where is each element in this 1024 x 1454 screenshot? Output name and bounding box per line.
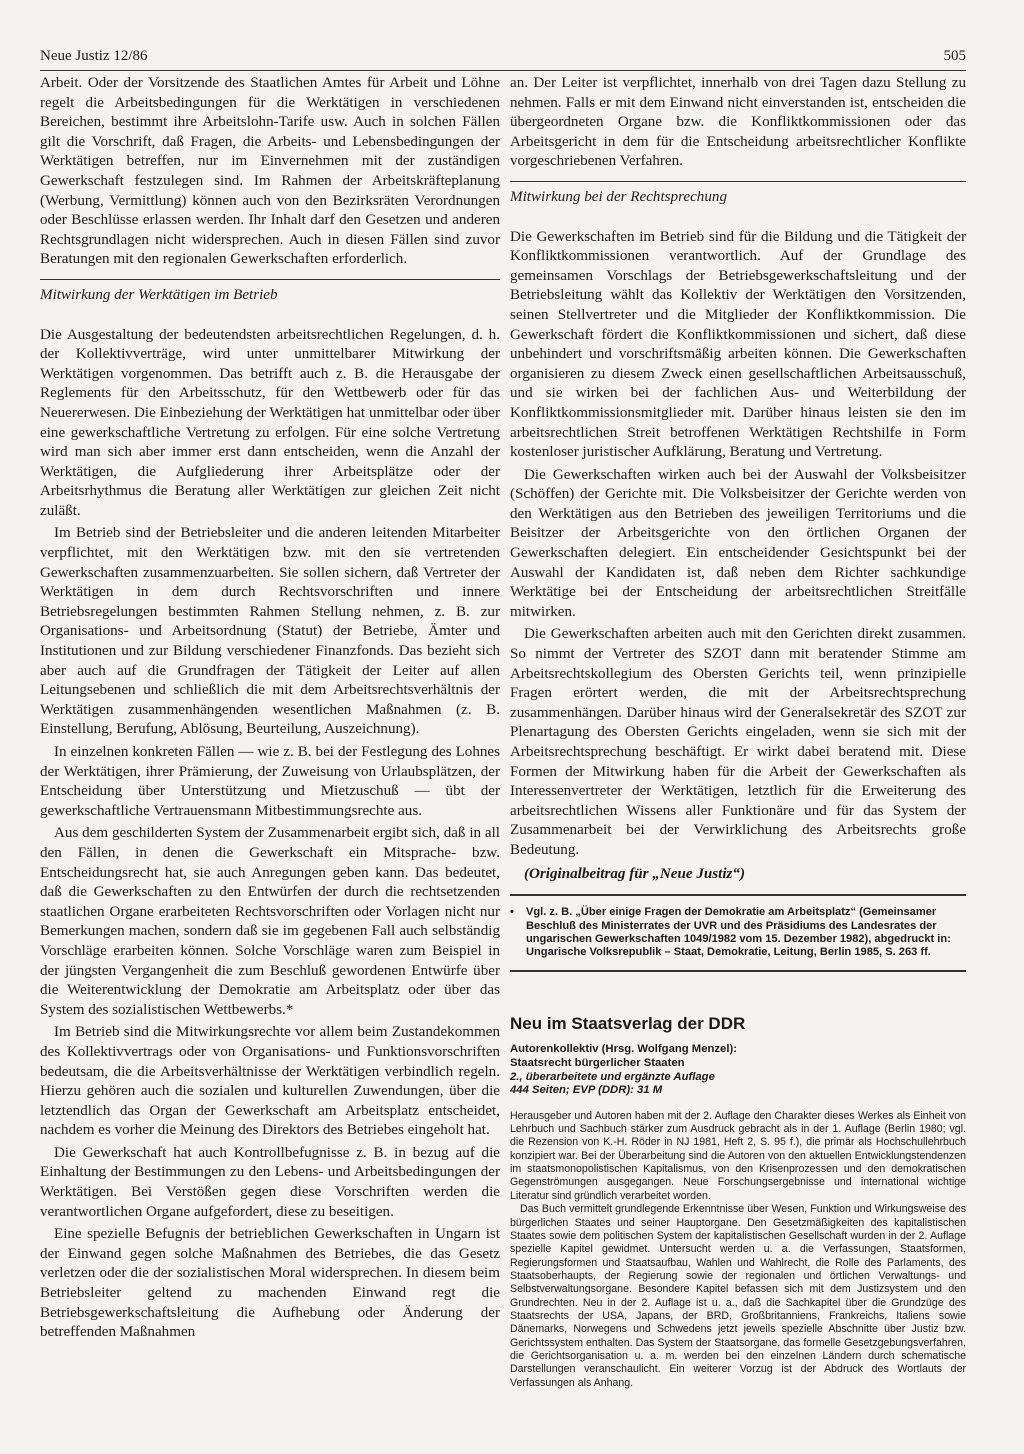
review-paragraph: Herausgeber und Autoren haben mit der 2. Auflage den Charakter dieses Werkes als Einheit von Lehrbuch und Sachbuch stärker zum Ausdruck gebracht als in der 1. Auflage (Berlin 1980; vgl. die Rezension von K.-H. Röder in NJ 1981, Heft 2, S. 95 f.), die primär als Hochschullehrbuch konzipiert war. Bei der Überarbeitung sind die Autoren von den aktuellen Entwicklungstendenzen im staatsmonopolistischen Kapitalismus, von den Krisenprozessen und den demokratischen Gegenströmungen ausgegangen. Neue Forschungsergebnisse und international wichtige Literatur sind gründlich verarbeitet worden. [510, 1109, 966, 1202]
section-heading: Mitwirkung der Werktätigen im Betrieb [40, 286, 278, 303]
book-author: Autorenkollektiv (Hrsg. Wolfgang Menzel): [510, 1043, 737, 1056]
paragraph: Die Gewerkschaften im Betrieb sind für die Bildung und die Tätigkeit der Konfliktkommissionen verantwortlich. Auf der Grundlage des gemeinsamen Vorschlags der Betriebsgewerkschaftsleitung und der Betriebsleitung wählt das Kollektiv der Werktätigen den Vorsitzenden, seinen Stellvertreter und die Mitglieder der Konfliktkommission. Die Gewerkschaft fördert die Konfliktkommissionen und sichert, daß diese unbehindert und vorschriftsmäßig arbeiten können. Die Gewerkschaften organisieren zu diesem Zweck einen gesellschaftlichen Arbeitsausschuß, und sie wirken bei der fachlichen Aus- und Weiterbildung der Konfliktkommissionsmitglieder mit. Darüber hinaus leisten sie den im arbeitsrechtlichen Streit betroffenen Werktätigen Rechtshilfe in Form kostenloser juristischer Aufklärung, Beratung und Vertretung. [510, 228, 966, 461]
paragraph: Aus dem geschilderten System der Zusammenarbeit ergibt sich, daß in all den Fällen, in denen die Gewerkschaft ein Mitsprache- bzw. Entscheidungsrecht hat, sie auch Anregungen geben kann. Das bedeutet, daß die Gewerkschaften zu den Entwürfen der durch die rechtsetzenden staatlichen Organe erarbeiteten Rechtsvorschriften oder Vorlagen nicht nur Bemerkungen machen, sondern daß sie im gegebenen Fall auch selbständig Vorschläge erarbeiten können. Solche Vorschläge waren zum Beispiel in der jüngsten Vergangenheit die zum Beschluß gewordenen Entwürfe über die Weiterentwicklung der Demokratie am Arbeitsplatz oder über das System des sozialistischen Wettbewerbs.* [40, 825, 500, 1018]
page-header [40, 48, 966, 71]
book-review [510, 1110, 966, 1390]
paragraph: Die Gewerkschaften arbeiten auch mit den Gerichten direkt zusammen. So nimmt der Vertreter des SZOT dann mit beratender Stimme am Arbeitsrechtskollegium des Obersten Gerichts teil, wenn prinzipielle Fragen erörtert werden, die mit der Arbeitsrechtsprechung zusammenhängen. Darüber hinaus wird der Generalsekretär des SZOT zur Plenartagung des Obersten Gerichts eingeladen, wenn sie sich mit der Arbeitsrechtsprechung beschäftigt. Er wirkt dabei beratend mit. Diese Formen der Mitwirkung haben für die Arbeit der Gewerkschaften als Interessenvertreter der Werktätigen, letztlich für die Erweiterung des arbeitsrechtlichen Wissens aller Funktionäre und für das System der Zusammenarbeit bei der Verwirklichung des Arbeitsrechts große Bedeutung. [510, 626, 966, 858]
paragraph: Eine spezielle Befugnis der betrieblichen Gewerkschaften in Ungarn ist der Einwand gegen solche Maßnahmen des Betriebes, die das Gesetz verletzen oder die der sozialistischen Moral widersprechen. In diesem beim Betriebsleiter geltend zu machenden Einwand regt die Betriebsgewerkschaftsleitung die Aufhebung oder Änderung der betreffenden Maßnahmen [40, 1226, 500, 1341]
section-heading: Mitwirkung bei der Rechtsprechung [510, 188, 727, 205]
footnote [510, 906, 966, 960]
new-publications-heading: Neu im Staatsverlag der DDR [510, 1013, 746, 1033]
paragraph: In einzelnen konkreten Fällen — wie z. B. bei der Festlegung des Lohnes der Werktätigen, ihrer Prämierung, der Zuweisung von Urlaubsplätzen, der Entscheidung über Unterstützung und Mietzuschuß — übt der gewerkschaftliche Vertrauensmann Mitbestimmungsrechte aus. [40, 744, 500, 819]
paragraph: Im Betrieb sind der Betriebsleiter und die anderen leitenden Mitarbeiter verpflichtet, mit den Werktätigen bzw. mit den sie vertretenden Gewerkschaften zusammenzuarbeiten. Sie sollen sichern, daß Vertreter der Werktätigen in dem durch Rechtsvorschriften und innere Betriebsregelungen bestimmten Rahmen Stellung nehmen, z. B. zur Organisations- und Arbeitsordnung (Statut) der Betriebe, Ämter und Institutionen und zur Bildung verschiedener Finanzfonds. Das bezieht sich aber auch auf die Grundfragen der Tätigkeit der Leiter auf allen Leitungsebenen und schließlich die mit dem Arbeitsrechtsverhältnis der Werktätigen zusammenhängenden wesentlichen Maßnahmen (z. B. Einstellung, Berufung, Ablösung, Beurteilung, Auszeichnung). [40, 525, 500, 738]
footnote-text: Vgl. z. B. „Über einige Fragen der Demokratie am Arbeitsplatz“ (Gemeinsamer Beschluß des Ministerrates der UVR und des Präsidiums des Landesrates der ungarischen Gewerkschaften 1049/1982 vom 15. Dezember 1982), abgedruckt in: Ungarische Volksrepublik – Staat, Demokratie, Leitung, Berlin 1985, S. 263 ff. [526, 906, 951, 959]
paragraph: Im Betrieb sind die Mitwirkungsrechte vor allem beim Zustandekommen des Kollektivvertrags oder von Organisations- und Funktionsvorschriften bedeutsam, die die Arbeitsverhältnisse der Werktätigen verbindlich regeln. Hierzu gehören auch die sozialen und kulturellen Zuwendungen, über die letztendlich das Organ der Gewerkschaft am Arbeitsplatz entscheidet, nachdem es vorher die Meinung des Direktors des Betriebes eingeholt hat. [40, 1024, 500, 1139]
left-column [40, 74, 500, 1434]
journal-issue-label: Neue Justiz 12/86 [40, 48, 148, 64]
paragraph: Arbeit. Oder der Vorsitzende des Staatlichen Amtes für Arbeit und Löhne regelt die Arbeitsbedingungen für die Werktätigen in verschiedenen Bereichen, bestimmt ihre Arbeitslohn-Tarife usw. Auch in solchen Fällen gilt die Vorschrift, daß Fragen, die Arbeits- und Lebensbedingungen der Werktätigen betreffen, nur im Einvernehmen mit der zuständigen Gewerkschaft festzulegen sind. Im Rahmen der Arbeitskräfteplanung (Werbung, Vermittlung) können auch von den Bezirksräten Verordnungen oder Beschlüsse erlassen werden. Ihr Inhalt darf den Gesetzen und anderen Rechtsgrundlagen nicht widersprechen. Auch in diesen Fällen sind zuvor Beratungen mit den regionalen Gewerkschaften erforderlich. [40, 75, 500, 268]
section-divider [40, 279, 500, 280]
book-details: 444 Seiten; EVP (DDR): 31 M [510, 1084, 663, 1097]
review-paragraph: Das Buch vermittelt grundlegende Erkenntnisse über Wesen, Funktion und Wirkungsweise des bürgerlichen Staates und seiner Hauptorgane. Den Gesetzmäßigkeiten des kapitalistischen Staates sowie dem politischen System der kapitalistischen Gesellschaft wurden in der 2. Auflage spezielle Kapitel gewidmet. Untersucht werden u. a. die Verfassungen, Staatsformen, Regierungsformen und Staatsaufbau, Wahlen und Wahlrecht, die Rolle des Parlaments, des Staatsoberhaupts, der Regierung sowie der regionalen und örtlichen Verwaltungs- und Selbstverwaltungsorgane. Besondere Kapitel befassen sich mit dem Justizsystem und den Grundrechten. Neu in der 2. Auflage ist u. a., daß die Sachkapitel über die Grundzüge des Staatsrechts der USA, Japans, der BRD, Großbritanniens, Frankreichs, Italiens sowie Dänemarks, Norwegens und Schwedens jetzt jeweils spezielle Abschnitte über Justiz bzw. Gerichtssystem enthalten. Das System der Staatsorgane, das formelle Gesetzgebungsverfahren, die Gerichtsorganisation u. a. m. werden bei den einzelnen Ländern durch schematische Darstellungen veranschaulicht. Ein weiterer Vorzug ist der Abdruck des Wortlauts der Verfassungen als Anhang. [510, 1203, 966, 1389]
footnote-end-divider [510, 970, 966, 972]
book-edition: 2., überarbeitete und ergänzte Auflage [510, 1070, 715, 1083]
footnote-divider [510, 894, 966, 896]
book-title: Staatsrecht bürgerlicher Staaten [510, 1056, 685, 1069]
page-number: 505 [943, 48, 966, 64]
book-info [510, 1043, 966, 1097]
article-byline: (Originalbeitrag für „Neue Justiz“) [524, 865, 745, 882]
paragraph: an. Der Leiter ist verpflichtet, innerhalb von drei Tagen dazu Stellung zu nehmen. Falls er mit dem Einwand nicht einverstanden ist, entscheiden die übergeordneten Organe bzw. die Konfliktkommissionen oder das Arbeitsgericht in dem für die Entscheidung arbeitsrechtlicher Konflikte vorgeschriebenen Verfahren. [510, 75, 966, 170]
paragraph: Die Gewerkschaft hat auch Kontrollbefugnisse z. B. in bezug auf die Einhaltung der Bestimmungen zu den Lebens- und Arbeitsbedingungen der Werktätigen. Bei Verstößen gegen diese Vorschriften werden die verantwortlichen Organe aufgefordert, diese zu beseitigen. [40, 1144, 500, 1220]
paragraph: Die Gewerkschaften wirken auch bei der Auswahl der Volksbeisitzer (Schöffen) der Gerichte mit. Die Volksbeisitzer der Gerichte werden von den Werktätigen aus den Betrieben des jeweiligen Territoriums und die Beisitzer der Arbeitsgerichte von den örtlichen Organen der Gewerkschaften delegiert. Ein entscheidender Gesichtspunkt bei der Auswahl der Kandidaten ist, daß neben dem Richter sachkundige Werktätige bei der Entscheidung der arbeitsrechtlichen Streitfälle mitwirken. [510, 466, 966, 620]
paragraph: Die Ausgestaltung der bedeutendsten arbeitsrechtlichen Regelungen, d. h. der Kollektivverträge, wird unter unmittelbarer Mitwirkung der Werktätigen vorgenommen. Das betrifft auch z. B. die Herausgabe der Reglements für den Arbeitsschutz, für den Wettbewerb oder für das Neuererwesen. Die Einbeziehung der Werktätigen hat unmittelbar oder über eine gewerkschaftliche Vertretung zu erfolgen. Für eine solche Vertretung wird man sich aber immer erst dann entscheiden, wenn die Anzahl der Werktätigen, die Aufgliederung ihrer Arbeitsplätze oder der Arbeitsrhythmus die Beratung aller Werktätigen zur gleichen Zeit nicht zuläßt. [40, 326, 500, 519]
section-divider [510, 181, 966, 182]
footnote-bullet: • [510, 906, 514, 919]
right-column [510, 74, 966, 1434]
